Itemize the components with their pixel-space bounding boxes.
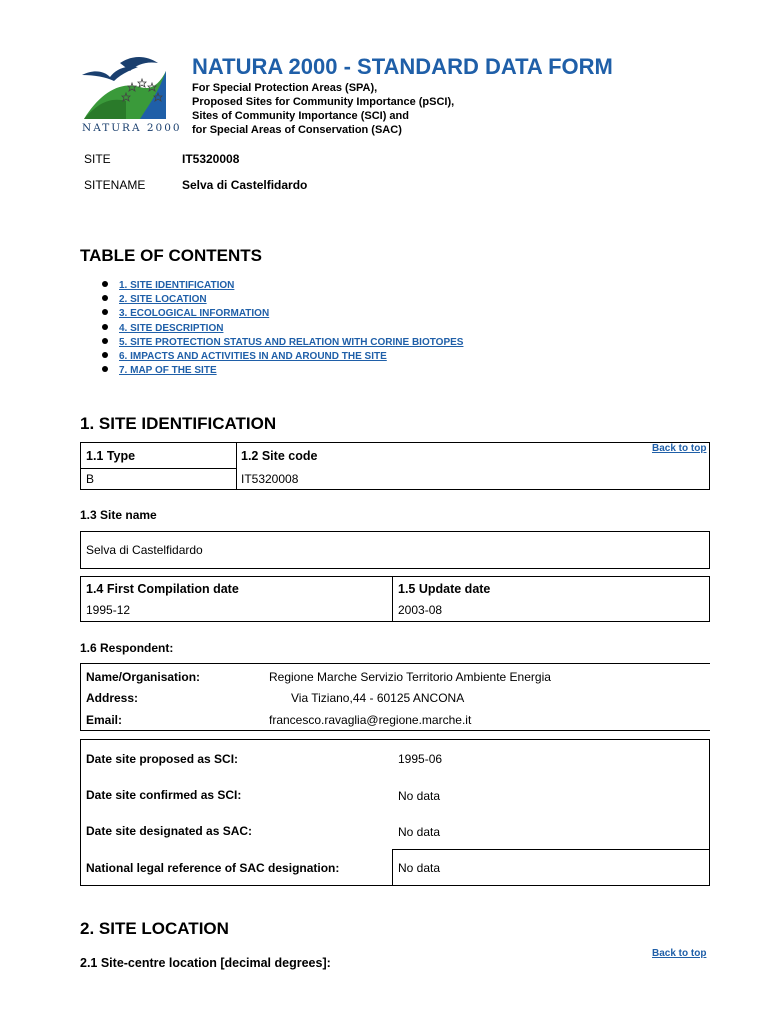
proposed-sci-value: 1995-06 xyxy=(398,752,443,766)
back-to-top-link[interactable]: Back to top xyxy=(652,948,707,959)
divider xyxy=(80,663,710,664)
bullet-icon xyxy=(102,352,108,358)
site-centre-label: 2.1 Site-centre location [decimal degrees]: xyxy=(80,956,331,970)
designated-sac-label: Date site designated as SAC: xyxy=(86,824,253,838)
first-compilation-label: 1.4 First Compilation date xyxy=(86,582,239,596)
subtitle-line: Sites of Community Importance (SCI) and xyxy=(192,110,409,122)
respondent-email-value: francesco.ravaglia@regione.marche.it xyxy=(269,713,472,727)
toc-link-site-protection[interactable]: 5. SITE PROTECTION STATUS AND RELATION WITH CORINE BIOTOPES xyxy=(119,336,464,348)
divider xyxy=(80,663,81,731)
legal-reference-value: No data xyxy=(398,861,441,875)
type-code-table xyxy=(80,442,710,490)
update-date-label: 1.5 Update date xyxy=(398,582,491,596)
toc-item xyxy=(100,280,463,294)
section-2-heading: 2. SITE LOCATION xyxy=(80,919,229,938)
divider xyxy=(392,576,393,622)
respondent-address-label: Address: xyxy=(86,691,139,705)
toc-link-site-location[interactable]: 2. SITE LOCATION xyxy=(119,294,207,306)
respondent-email-label: Email: xyxy=(86,713,123,727)
natura-2000-logo xyxy=(80,53,186,133)
first-compilation-value: 1995-12 xyxy=(86,603,131,617)
respondent-name-value: Regione Marche Servizio Territorio Ambiente Energia xyxy=(269,670,551,684)
bullet-icon xyxy=(102,281,108,287)
bullet-icon xyxy=(102,309,108,315)
bullet-icon xyxy=(102,324,108,330)
bullet-icon xyxy=(102,338,108,344)
page-title: NATURA 2000 - STANDARD DATA FORM xyxy=(192,54,613,79)
subtitle-line: for Special Areas of Conservation (SAC) xyxy=(192,124,402,136)
divider xyxy=(392,849,710,850)
site-code-label: 1.2 Site code xyxy=(241,449,318,463)
proposed-sci-label: Date site proposed as SCI: xyxy=(86,752,239,766)
toc-link-site-description[interactable]: 4. SITE DESCRIPTION xyxy=(119,322,224,334)
toc-link-ecological-information[interactable]: 3. ECOLOGICAL INFORMATION xyxy=(119,308,270,320)
section-1-heading: 1. SITE IDENTIFICATION xyxy=(80,414,277,433)
legal-reference-label: National legal reference of SAC designation: xyxy=(86,861,340,875)
divider xyxy=(236,442,237,490)
update-date-value: 2003-08 xyxy=(398,603,443,617)
respondent-label: 1.6 Respondent: xyxy=(80,641,174,655)
confirmed-sci-label: Date site confirmed as SCI: xyxy=(86,788,242,802)
bullet-icon xyxy=(102,295,108,301)
subtitle-line: Proposed Sites for Community Importance (pSCI), xyxy=(192,96,455,108)
respondent-address-value: Via Tiziano,44 - 60125 ANCONA xyxy=(291,691,465,705)
toc-item xyxy=(100,351,463,365)
sitename-value: Selva di Castelfidardo xyxy=(182,178,308,192)
subtitle-line: For Special Protection Areas (SPA), xyxy=(192,82,378,94)
back-to-top-link[interactable]: Back to top xyxy=(652,443,707,454)
site-name-value: Selva di Castelfidardo xyxy=(86,543,203,557)
toc-item xyxy=(100,294,463,308)
type-label: 1.1 Type xyxy=(86,449,136,463)
site-name-label: 1.3 Site name xyxy=(80,508,157,522)
bullet-icon xyxy=(102,366,108,372)
site-code-value: IT5320008 xyxy=(241,472,299,486)
toc-item xyxy=(100,323,463,337)
sitename-label: SITENAME xyxy=(84,178,146,192)
type-value: B xyxy=(86,472,95,486)
divider xyxy=(80,468,236,469)
toc-link-impacts[interactable]: 6. IMPACTS AND ACTIVITIES IN AND AROUND THE SITE xyxy=(119,350,387,362)
respondent-name-label: Name/Organisation: xyxy=(86,670,201,684)
toc-link-map[interactable]: 7. MAP OF THE SITE xyxy=(119,365,217,377)
toc-item xyxy=(100,365,463,379)
divider xyxy=(80,730,710,731)
toc-list xyxy=(100,280,463,379)
confirmed-sci-value: No data xyxy=(398,789,441,803)
toc-link-site-identification[interactable]: 1. SITE IDENTIFICATION xyxy=(119,280,235,291)
toc-item xyxy=(100,308,463,322)
site-label: SITE xyxy=(84,152,111,166)
logo-lettering: NATURA 2000 xyxy=(82,122,182,133)
designated-sac-value: No data xyxy=(398,825,441,839)
toc-item xyxy=(100,337,463,351)
divider xyxy=(392,849,393,886)
site-value: IT5320008 xyxy=(182,152,240,166)
toc-heading: TABLE OF CONTENTS xyxy=(80,246,262,265)
